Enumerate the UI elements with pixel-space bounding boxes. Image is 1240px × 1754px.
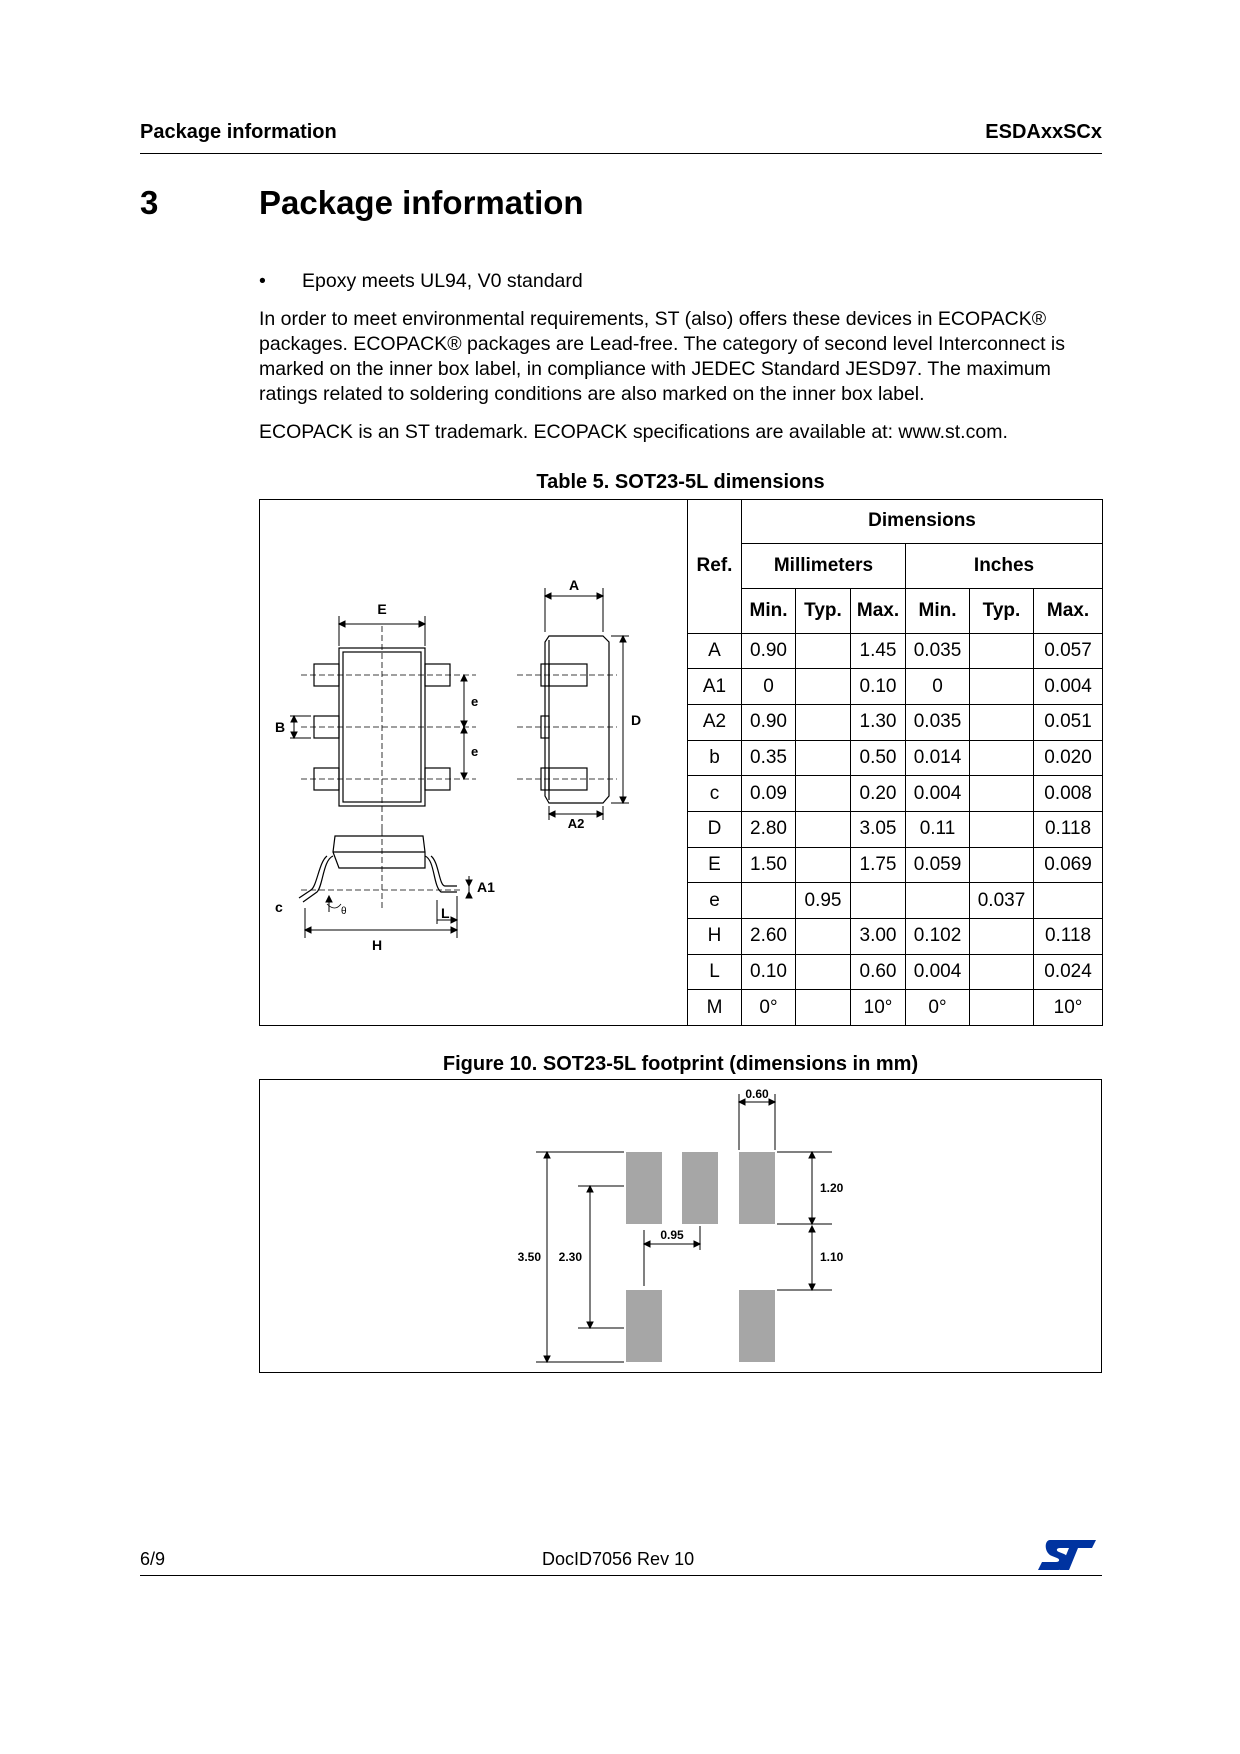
cell-value: 0.020 (1034, 740, 1103, 776)
cell-value: 0.024 (1034, 954, 1103, 990)
cell-value: 10° (851, 990, 906, 1026)
label-A: A (568, 577, 579, 593)
section-title: Package information (259, 184, 584, 221)
cell-value: 0.051 (1034, 704, 1103, 740)
cell-value: 0.035 (906, 704, 970, 740)
table-caption: Table 5. SOT23-5L dimensions (536, 471, 825, 493)
label-B: B (274, 719, 285, 735)
cell-value: 0.037 (970, 883, 1034, 919)
footprint-figure (259, 1079, 1102, 1373)
footer-rule (140, 1575, 1102, 1576)
cell-value (970, 704, 1034, 740)
cell-value: 0.90 (742, 633, 796, 669)
label-D: D (630, 712, 641, 728)
running-header-right: ESDAxxSCx (985, 121, 1102, 143)
cell-value: 0.057 (1034, 633, 1103, 669)
cell-value (970, 776, 1034, 812)
bullet-marker: • (259, 270, 266, 292)
cell-ref: c (688, 776, 742, 812)
label-H: H (371, 937, 382, 953)
running-header-left: Package information (140, 121, 337, 143)
cell-ref: M (688, 990, 742, 1026)
cell-value (796, 669, 851, 705)
label-gap: 1.10 (820, 1250, 844, 1264)
cell-value (796, 847, 851, 883)
cell-ref: L (688, 954, 742, 990)
cell-ref: b (688, 740, 742, 776)
cell-value: 0.50 (851, 740, 906, 776)
cell-value (796, 740, 851, 776)
cell-value: 0° (742, 990, 796, 1026)
cell-value: 0.035 (906, 633, 970, 669)
label-pad-height: 1.20 (820, 1181, 844, 1195)
cell-value: 0.004 (906, 954, 970, 990)
paragraph-ecopack: In order to meet environmental requirements, ST (also) offers these devices in ECOPACK® packages. ECOPACK® packages are Lead-free. The category of second level Interconnect is marked on the inner box label, in compliance with JEDEC Standard JESD97. The maximum ratings related to soldering conditions are also marked on the inner box label. (259, 308, 1066, 405)
cell-value (970, 633, 1034, 669)
cell-value (796, 990, 851, 1026)
cell-value (970, 740, 1034, 776)
cell-value (1034, 883, 1103, 919)
cell-value: 0.069 (1034, 847, 1103, 883)
cell-value (970, 669, 1034, 705)
subheader-mm-max: Max. (851, 588, 906, 633)
bullet-text: Epoxy meets UL94, V0 standard (302, 270, 583, 292)
section-number: 3 (140, 184, 159, 221)
subheader-in-min: Min. (906, 588, 970, 633)
label-E: E (376, 601, 387, 617)
cell-value: 0 (906, 669, 970, 705)
ref-header: Ref. (688, 500, 742, 634)
cell-ref: A (688, 633, 742, 669)
label-c: c (274, 899, 283, 915)
label-inner: 2.30 (558, 1250, 582, 1264)
label-pitch: 0.95 (660, 1228, 684, 1242)
inches-header: Inches (906, 543, 1103, 588)
cell-value: 0.008 (1034, 776, 1103, 812)
cell-value: 0.004 (906, 776, 970, 812)
st-logo (1036, 1538, 1098, 1572)
dimensions-table (259, 499, 1103, 1026)
figure-caption: Figure 10. SOT23-5L footprint (dimensions in mm) (442, 1053, 919, 1075)
cell-value (970, 918, 1034, 954)
cell-value: 2.60 (742, 918, 796, 954)
cell-value: 0.10 (851, 669, 906, 705)
cell-value (851, 883, 906, 919)
cell-value: 0.90 (742, 704, 796, 740)
cell-value (796, 811, 851, 847)
label-pad-width: 0.60 (745, 1087, 769, 1101)
label-e-lower: e (470, 744, 478, 759)
cell-value: 0.11 (906, 811, 970, 847)
cell-value: 0° (906, 990, 970, 1026)
millimeters-header: Millimeters (742, 543, 906, 588)
cell-value: 2.80 (742, 811, 796, 847)
subheader-mm-min: Min. (742, 588, 796, 633)
cell-value (970, 811, 1034, 847)
cell-value (796, 633, 851, 669)
cell-value (906, 883, 970, 919)
cell-value: 0.118 (1034, 811, 1103, 847)
doc-id: DocID7056 Rev 10 (542, 1549, 695, 1569)
cell-value (742, 883, 796, 919)
cell-value: 1.50 (742, 847, 796, 883)
subheader-mm-typ: Typ. (796, 588, 851, 633)
cell-value: 0 (742, 669, 796, 705)
cell-value: 0.09 (742, 776, 796, 812)
label-theta: θ (340, 906, 347, 917)
package-outline-drawing (261, 500, 687, 1019)
label-L: L (440, 905, 450, 921)
label-e-upper: e (470, 694, 478, 709)
cell-ref: E (688, 847, 742, 883)
dimensions-header: Dimensions (742, 500, 1103, 544)
paragraph-trademark: ECOPACK is an ST trademark. ECOPACK specifications are available at: www.st.com. (259, 421, 1008, 443)
page-number: 6/9 (140, 1549, 166, 1569)
cell-value (796, 776, 851, 812)
cell-value: 3.05 (851, 811, 906, 847)
cell-value: 0.60 (851, 954, 906, 990)
cell-value: 10° (1034, 990, 1103, 1026)
cell-value: 1.45 (851, 633, 906, 669)
subheader-in-max: Max. (1034, 588, 1103, 633)
footprint-drawing (260, 1080, 1101, 1372)
cell-value (796, 954, 851, 990)
cell-value (970, 847, 1034, 883)
cell-value: 0.102 (906, 918, 970, 954)
label-A2: A2 (567, 816, 584, 831)
cell-value: 0.014 (906, 740, 970, 776)
cell-ref: A1 (688, 669, 742, 705)
label-A1: A1 (476, 879, 495, 895)
cell-ref: H (688, 918, 742, 954)
cell-value: 0.10 (742, 954, 796, 990)
subheader-in-typ: Typ. (970, 588, 1034, 633)
cell-ref: D (688, 811, 742, 847)
package-drawing-cell (260, 500, 688, 1026)
cell-value: 0.059 (906, 847, 970, 883)
cell-value (970, 990, 1034, 1026)
cell-value (796, 918, 851, 954)
cell-value (970, 954, 1034, 990)
cell-ref: e (688, 883, 742, 919)
cell-value: 0.118 (1034, 918, 1103, 954)
cell-value (796, 704, 851, 740)
cell-value: 0.95 (796, 883, 851, 919)
cell-value: 0.20 (851, 776, 906, 812)
cell-ref: A2 (688, 704, 742, 740)
cell-value: 0.004 (1034, 669, 1103, 705)
label-outer: 3.50 (517, 1250, 541, 1264)
header-rule (140, 153, 1102, 154)
cell-value: 1.30 (851, 704, 906, 740)
cell-value: 1.75 (851, 847, 906, 883)
cell-value: 0.35 (742, 740, 796, 776)
cell-value: 3.00 (851, 918, 906, 954)
footprint-pads (626, 1152, 775, 1362)
